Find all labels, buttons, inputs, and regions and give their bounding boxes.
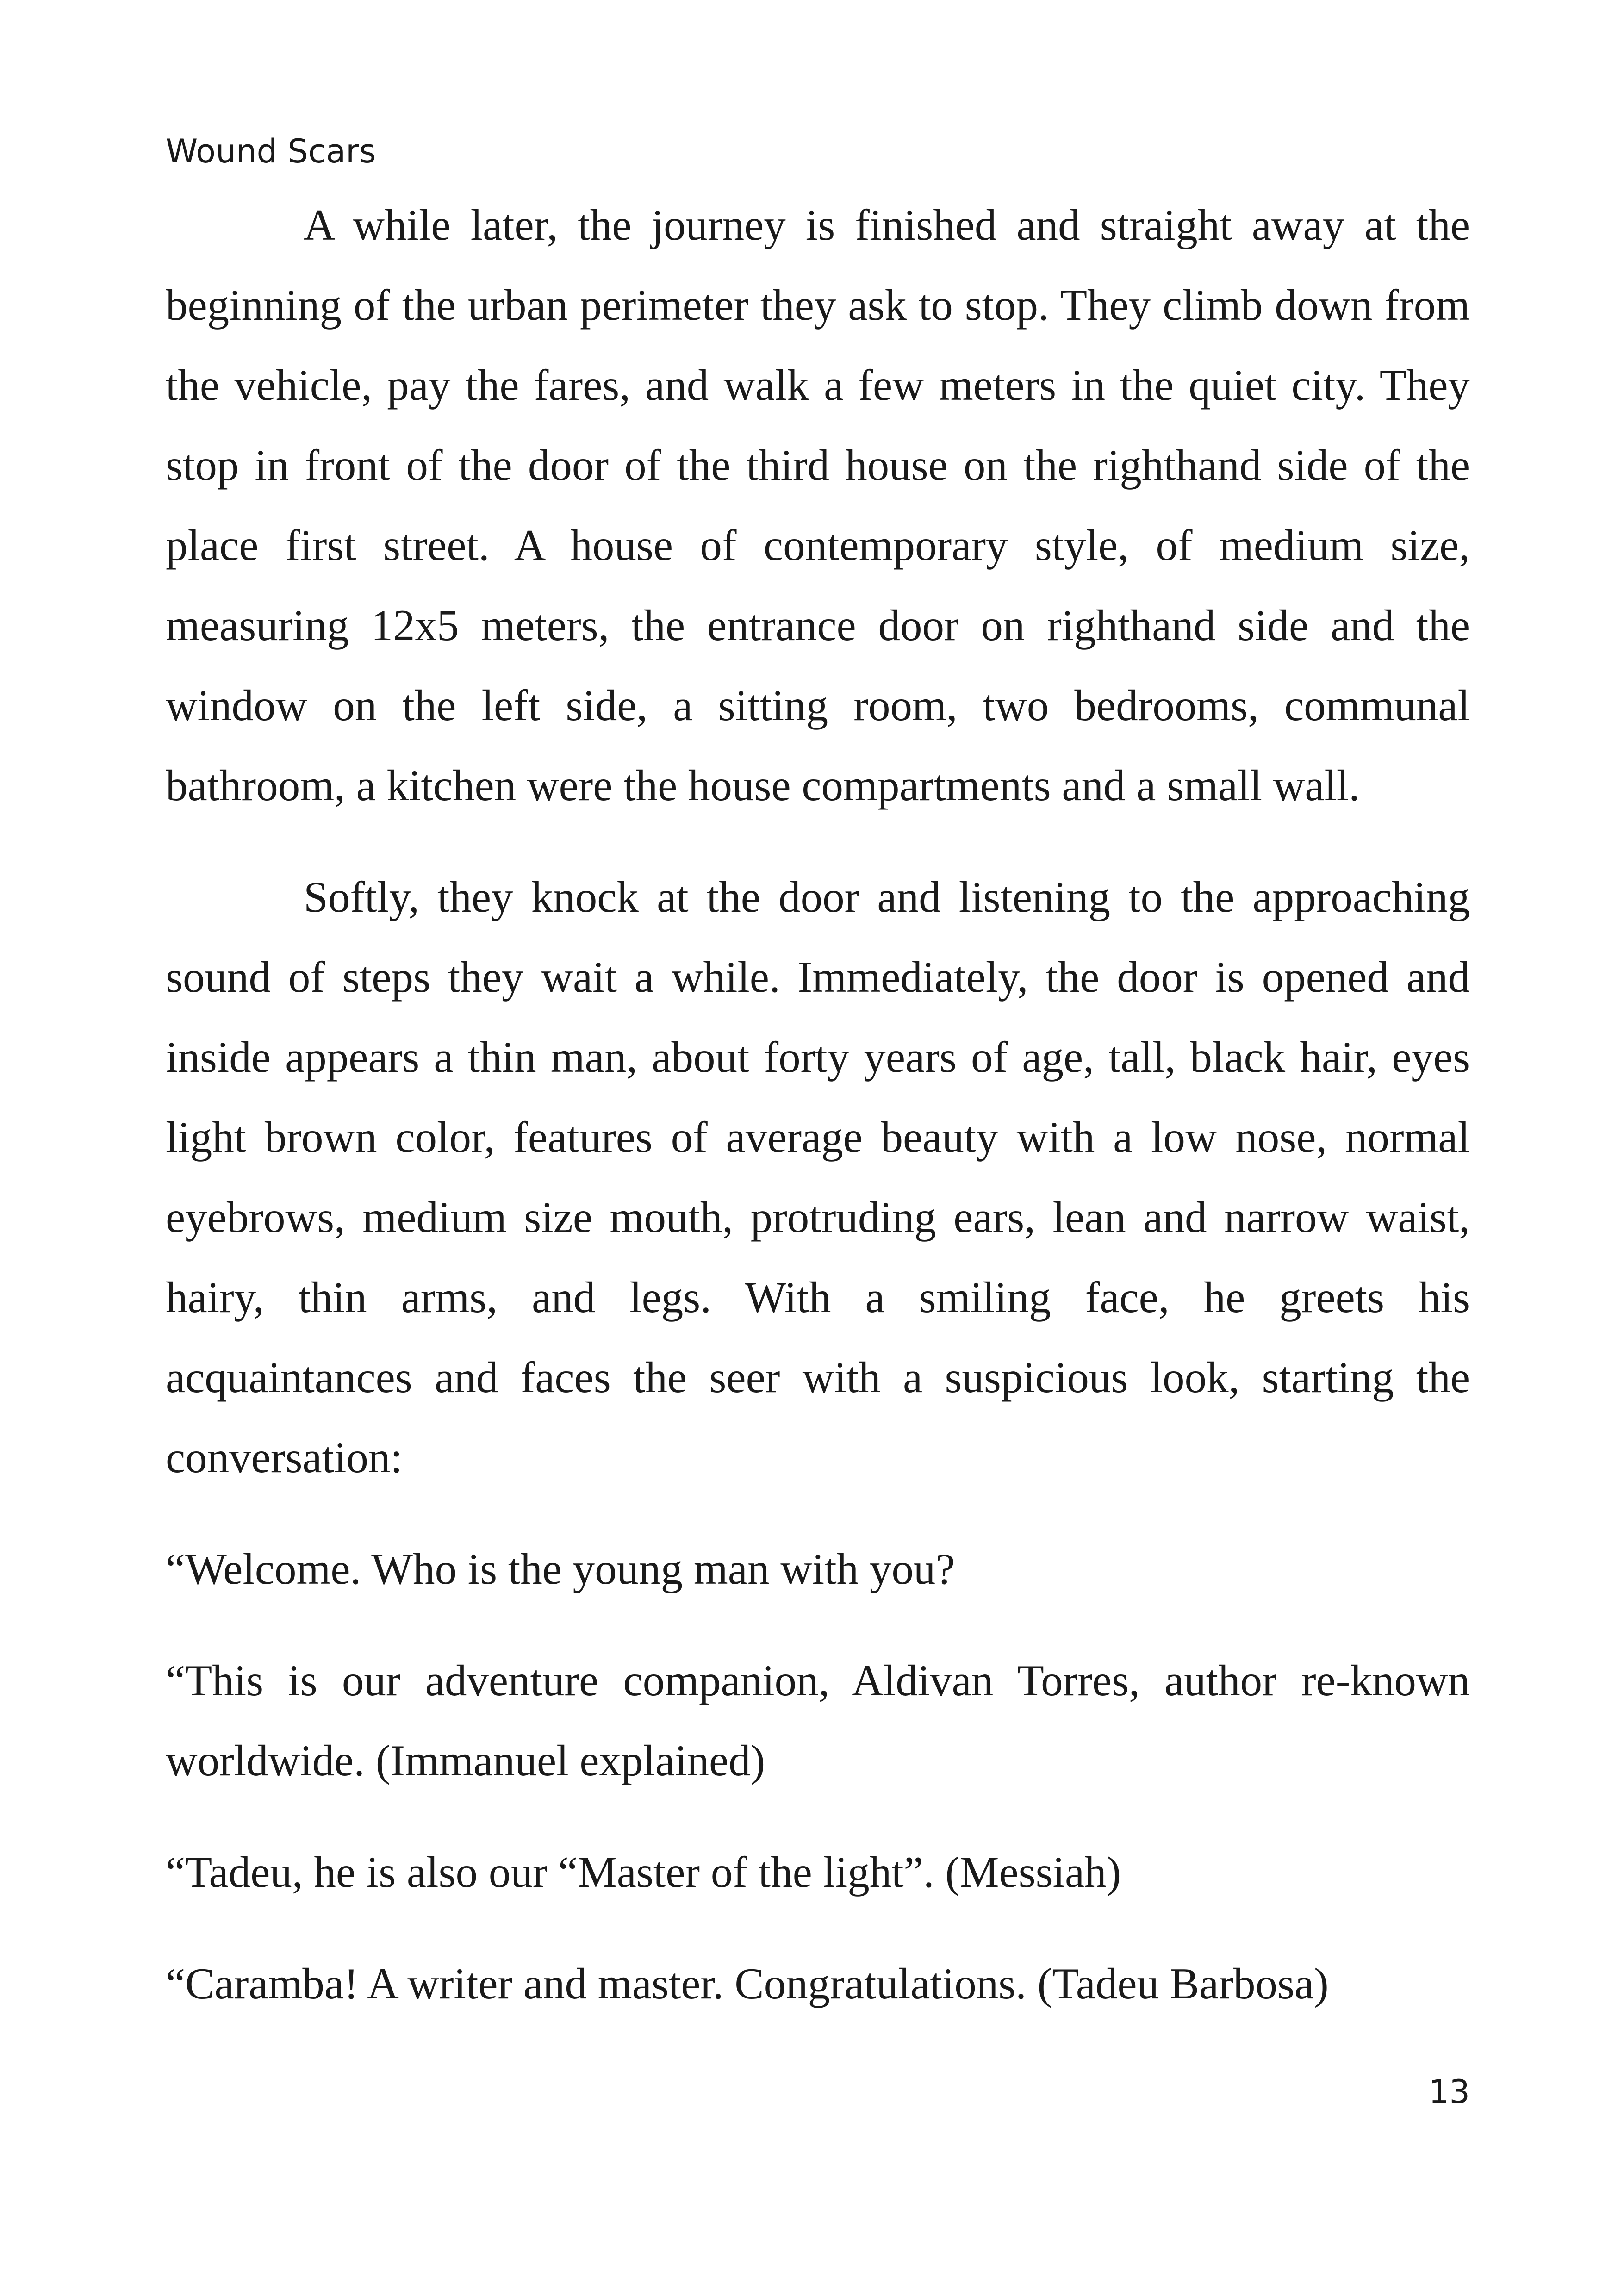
dialogue-line-master: “Tadeu, he is also our “Master of the light”. (Messiah) — [166, 1848, 1121, 1897]
page-number: 13 — [1428, 2073, 1470, 2111]
paragraph-arrival: A while later, the journey is finished and straight away at the beginning of the urban perimeter they ask to stop. They climb down from the vehicle, pay the fares, and walk a few meters in the quiet city. They stop in front of the door of the third house on the righthand side of the place first street. A house of contemporary style, of medium size, measuring 12x5 meters, the entrance door on righthand side and the window on the left side, a sitting room, two bedrooms, communal bathroom, a kitchen were the house compartments and a small wall. — [166, 200, 1470, 810]
dialogue-line-caramba: “Caramba! A writer and master. Congratulations. (Tadeu Barbosa) — [166, 1959, 1329, 2008]
running-header: Wound Scars — [166, 132, 376, 170]
dialogue-line-companion: “This is our adventure companion, Aldivan Torres, author re-known worldwide. (Immanuel explained) — [166, 1656, 1470, 1785]
dialogue-block — [166, 1529, 1470, 2024]
body-text — [166, 185, 1470, 2024]
paragraph-door-knock: Softly, they knock at the door and listening to the approaching sound of steps they wait a while. Immediately, the door is opened and inside appears a thin man, about forty years of age, tall, black hair, eyes light brown color, features of average beauty with a low nose, normal eyebrows, medium size mouth, protruding ears, lean and narrow waist, hairy, thin arms, and legs. With a smiling face, he greets his acquaintances and faces the seer with a suspicious look, starting the conversation: — [166, 872, 1470, 1482]
dialogue-line-welcome: “Welcome. Who is the young man with you? — [166, 1544, 955, 1593]
